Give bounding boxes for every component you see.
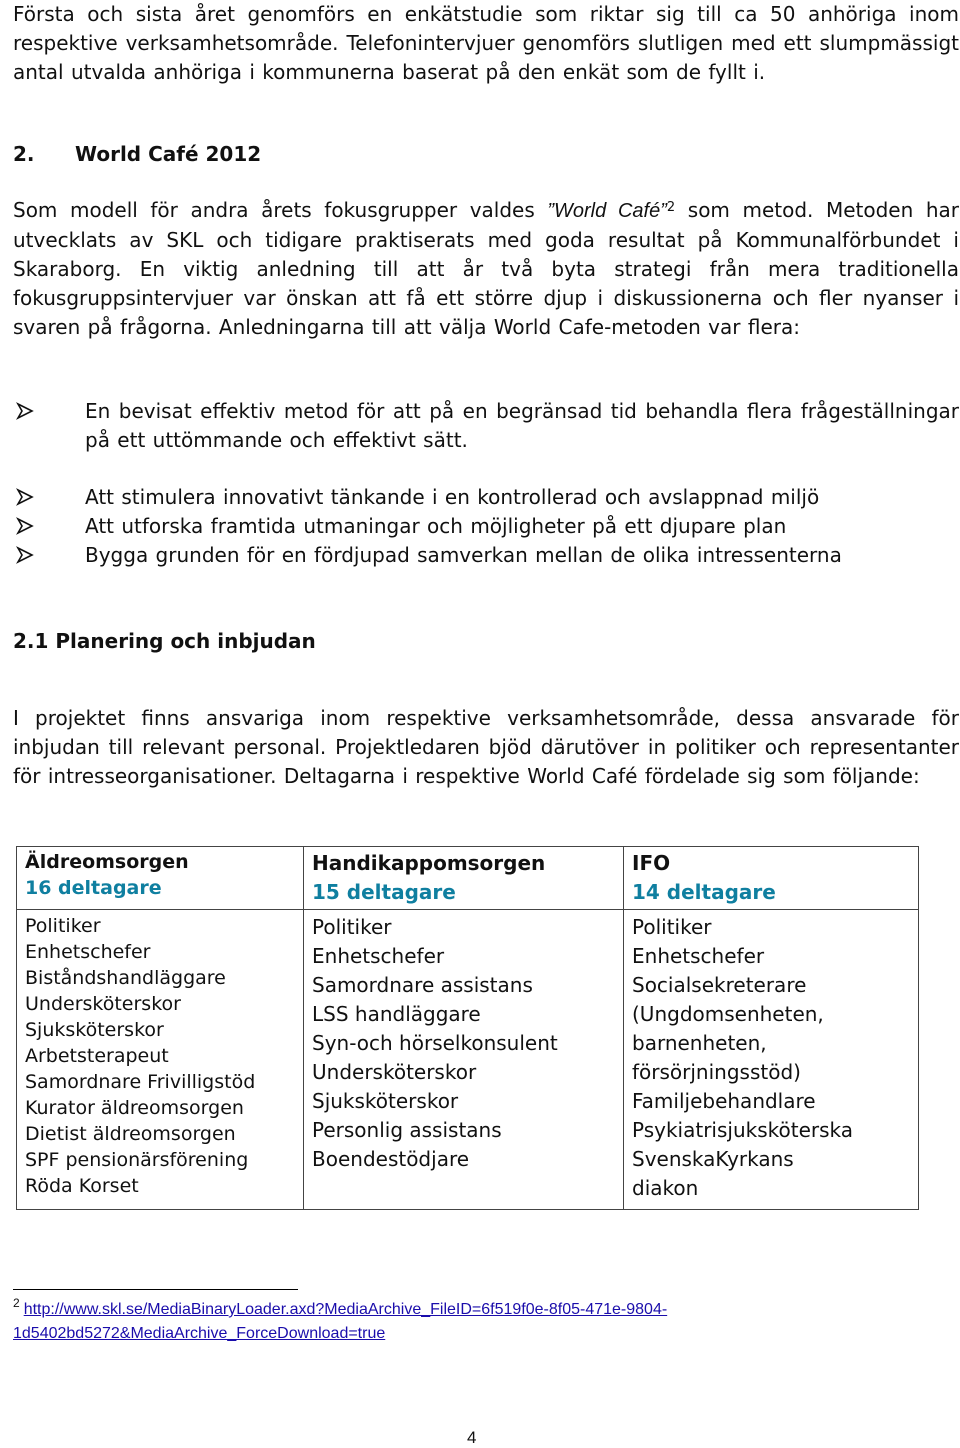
role-item: Familjebehandlare xyxy=(632,1089,816,1113)
column-heading: Äldreomsorgen xyxy=(25,851,189,873)
method-paragraph xyxy=(13,196,959,342)
column-heading: IFO xyxy=(632,851,671,875)
role-item: Enhetschefer xyxy=(632,944,765,968)
footnote-ref: 2 xyxy=(666,200,676,215)
role-item: Enhetschefer xyxy=(25,941,151,963)
bullet-item xyxy=(13,512,959,541)
role-item: Syn-och hörselkonsulent xyxy=(312,1031,558,1055)
roles-cell-ifo xyxy=(624,910,919,1210)
role-item: Arbetsterapeut xyxy=(25,1045,169,1067)
role-item: Samordnare Frivilligstöd xyxy=(25,1071,256,1093)
role-item: Biståndshandläggare xyxy=(25,967,226,989)
role-item: Politiker xyxy=(312,915,392,939)
world-cafe-italic: ”World Café” xyxy=(547,200,667,222)
bullet-item xyxy=(13,483,959,512)
participant-count: 16 deltagare xyxy=(25,877,162,899)
role-item: Personlig assistans xyxy=(312,1118,502,1142)
arrow-bullet-icon xyxy=(16,517,34,535)
role-item: Kurator äldreomsorgen xyxy=(25,1097,244,1119)
footnote-number: 2 xyxy=(13,1296,20,1310)
role-item: Boendestödjare xyxy=(312,1147,470,1171)
section-title: World Café 2012 xyxy=(75,142,262,166)
participant-count: 15 deltagare xyxy=(312,880,456,904)
role-item: barnenheten, xyxy=(632,1031,767,1055)
method-text-start: Som modell för andra årets fokusgrupper valdes xyxy=(13,198,548,222)
role-item: Psykiatrisjuksköterska xyxy=(632,1118,854,1142)
bullet-text: Att utforska framtida utmaningar och möjligheter på ett djupare plan xyxy=(85,514,787,538)
section-heading xyxy=(13,140,261,169)
column-header-handikappomsorgen xyxy=(304,847,624,910)
method-text-rest: som metod. Metoden har utvecklats av SKL och tidigare praktiserats med goda resultat på Kommunalförbundet i Skaraborg. En viktig anledning till att år två byta strategi från mera traditionella fokusgruppsintervjuer var önskan att få ett större djup i diskussionerna och fler nyanser i svaren på frågorna. Anledningarna till att välja World Cafe-metoden var flera: xyxy=(13,198,959,339)
bullet-item xyxy=(13,541,959,570)
column-header-aldreomsorgen xyxy=(17,847,304,910)
page-number: 4 xyxy=(467,1428,477,1447)
arrow-bullet-icon xyxy=(16,546,34,564)
participant-count: 14 deltagare xyxy=(632,880,776,904)
bullet-text: Bygga grunden för en fördjupad samverkan mellan de olika intressenterna xyxy=(85,543,842,567)
role-item: Socialsekreterare xyxy=(632,973,807,997)
role-item: Undersköterskor xyxy=(312,1060,477,1084)
column-heading: Handikappomsorgen xyxy=(312,851,546,875)
bullet-text: En bevisat effektiv metod för att på en begränsad tid behandla flera frågeställningar på ett uttömmande och effektivt sätt. xyxy=(85,399,959,452)
role-item: Röda Korset xyxy=(25,1175,139,1197)
role-item: Samordnare assistans xyxy=(312,973,533,997)
project-paragraph: I projektet finns ansvariga inom respektive verksamhetsområde, dessa ansvarade för inbjudan till relevant personal. Projektledaren bjöd därutöver in politiker och representanter för intresseorganisationer. Deltagarna i respektive World Café fördelade sig som följande: xyxy=(13,706,959,788)
role-item: LSS handläggare xyxy=(312,1002,481,1026)
roles-cell-aldreomsorgen xyxy=(17,910,304,1210)
arrow-bullet-icon xyxy=(16,402,34,420)
role-item: Politiker xyxy=(632,915,712,939)
column-header-ifo xyxy=(624,847,919,910)
role-item: SPF pensionärsförening xyxy=(25,1149,249,1171)
role-item: SvenskaKyrkans xyxy=(632,1147,794,1171)
role-item: Undersköterskor xyxy=(25,993,181,1015)
table-body-row xyxy=(17,910,919,1210)
bullet-list-2 xyxy=(13,483,959,570)
section-number: 2. xyxy=(13,142,35,166)
table-header-row xyxy=(17,847,919,910)
role-item: Sjuksköterskor xyxy=(312,1089,459,1113)
bullet-text: Att stimulera innovativt tänkande i en kontrollerad och avslappnad miljö xyxy=(85,485,820,509)
participants-table xyxy=(16,846,919,1210)
arrow-bullet-icon xyxy=(16,488,34,506)
intro-paragraph: Första och sista året genomförs en enkätstudie som riktar sig till ca 50 anhöriga inom respektive verksamhetsområde. Telefonintervjuer genomförs slutligen med ett slumpmässigt antal utvalda anhöriga i kommunerna baserat på den enkät som de fyllt i. xyxy=(13,2,959,84)
footnote-separator xyxy=(13,1289,298,1290)
roles-cell-handikappomsorgen xyxy=(304,910,624,1210)
role-item: försörjningsstöd) xyxy=(632,1060,801,1084)
role-item: Dietist äldreomsorgen xyxy=(25,1123,236,1145)
role-item: diakon xyxy=(632,1176,699,1200)
bullet-item xyxy=(13,397,959,455)
subsection-heading: 2.1 Planering och inbjudan xyxy=(13,629,316,653)
role-item: Sjuksköterskor xyxy=(25,1019,164,1041)
role-item: Enhetschefer xyxy=(312,944,445,968)
footnote-link[interactable]: http://www.skl.se/MediaBinaryLoader.axd?MediaArchive_FileID=6f519f0e-8f05-471e-9804-1d5402bd5272&MediaArchive_ForceDownload=true xyxy=(13,1301,668,1342)
footnote xyxy=(13,1298,913,1346)
role-item: Politiker xyxy=(25,915,101,937)
bullet-list-1 xyxy=(13,397,959,455)
role-item: (Ungdomsenheten, xyxy=(632,1002,824,1026)
